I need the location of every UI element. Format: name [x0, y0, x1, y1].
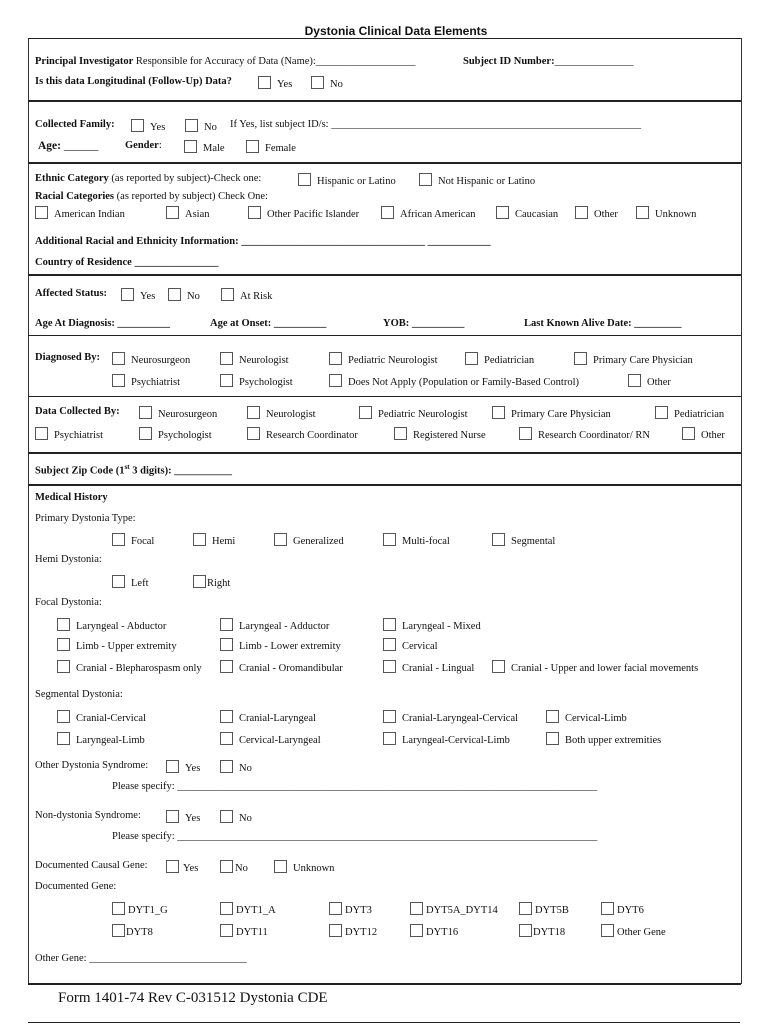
collected-by-option[interactable]: Registered Nurse: [394, 427, 486, 441]
checkbox[interactable]: [166, 206, 179, 219]
checkbox[interactable]: [383, 660, 396, 673]
collected-by-option[interactable]: Primary Care Physician: [492, 406, 611, 420]
other-syndrome-yes[interactable]: Yes: [166, 760, 200, 774]
longitudinal-no[interactable]: [311, 76, 343, 90]
focal-option[interactable]: Cranial - Blepharospasm only: [57, 660, 202, 674]
option-label: No: [330, 79, 343, 90]
collected-by-option[interactable]: Other: [682, 427, 725, 441]
hemi-option[interactable]: Left: [112, 575, 149, 589]
race-option[interactable]: African American: [381, 206, 476, 220]
other-syndrome-specify-field[interactable]: Please specify: ________________________________________________________________________________: [112, 781, 598, 792]
gender-male[interactable]: Male: [184, 140, 225, 154]
checkbox[interactable]: [193, 533, 206, 546]
checkbox[interactable]: [496, 206, 509, 219]
checkbox[interactable]: [112, 924, 125, 937]
checkbox[interactable]: [329, 374, 342, 387]
checkbox[interactable]: [220, 924, 233, 937]
option-label: Yes: [277, 79, 293, 90]
age-at-onset-field[interactable]: Age at Onset: __________: [210, 318, 327, 329]
primary-type-option[interactable]: Focal: [112, 533, 154, 547]
ethnic-row: Ethnic Category (as reported by subject)-Check one:: [35, 173, 262, 184]
checkbox[interactable]: [655, 406, 668, 419]
segmental-option[interactable]: Cranial-Cervical: [57, 710, 146, 724]
divider: [28, 396, 741, 397]
checkbox[interactable]: [166, 760, 179, 773]
affected-no[interactable]: No: [168, 288, 200, 302]
racial-row: Racial Categories (as reported by subject) Check One:: [35, 191, 268, 202]
diagnosed-by-label: Diagnosed By:: [35, 352, 101, 363]
checkbox[interactable]: [57, 618, 70, 631]
focal-option[interactable]: Cranial - Upper and lower facial movements: [492, 660, 698, 674]
checkbox[interactable]: [465, 352, 478, 365]
divider: [28, 38, 741, 39]
primary-type-label: Primary Dystonia Type:: [35, 513, 136, 524]
diagnosed-option[interactable]: Neurologist: [220, 352, 289, 366]
checkbox[interactable]: [221, 288, 234, 301]
primary-type-option[interactable]: Multi-focal: [383, 533, 450, 547]
checkbox[interactable]: [383, 533, 396, 546]
primary-type-option[interactable]: Segmental: [492, 533, 555, 547]
checkbox[interactable]: [519, 924, 532, 937]
longitudinal-label: Is this data Longitudinal (Follow-Up) Data?: [35, 76, 232, 87]
checkbox[interactable]: [601, 924, 614, 937]
focal-label: Focal Dystonia:: [35, 597, 102, 608]
checkbox[interactable]: [112, 533, 125, 546]
checkbox[interactable]: [258, 76, 271, 89]
gene-option[interactable]: DYT8: [112, 924, 153, 938]
race-option[interactable]: Other: [575, 206, 618, 220]
diagnosed-option[interactable]: Psychiatrist: [112, 374, 180, 388]
primary-type-option[interactable]: Hemi: [193, 533, 235, 547]
diagnosed-option[interactable]: Pediatric Neurologist: [329, 352, 438, 366]
subject-id-row: [463, 56, 633, 67]
segmental-option[interactable]: Cervical-Laryngeal: [220, 732, 321, 746]
non-dystonia-label: Non-dystonia Syndrome:: [35, 810, 141, 821]
age-row: Age: ______: [38, 140, 99, 152]
non-dystonia-yes[interactable]: Yes: [166, 810, 200, 824]
footer-divider: [28, 1022, 740, 1023]
causal-gene-label: Documented Causal Gene:: [35, 860, 148, 871]
zip-code-field[interactable]: Subject Zip Code (1st 3 digits): ___________: [35, 463, 232, 477]
checkbox[interactable]: [57, 660, 70, 673]
race-option[interactable]: Other Pacific Islander: [248, 206, 359, 220]
gender-female[interactable]: Female: [246, 140, 296, 154]
diagnosed-option[interactable]: Psychologist: [220, 374, 293, 388]
affected-at-risk[interactable]: At Risk: [221, 288, 272, 302]
ethnic-hispanic[interactable]: Hispanic or Latino: [298, 173, 396, 187]
checkbox[interactable]: [247, 427, 260, 440]
checkbox[interactable]: [519, 427, 532, 440]
collected-by-option[interactable]: Pediatric Neurologist: [359, 406, 468, 420]
checkbox[interactable]: [274, 533, 287, 546]
segmental-option[interactable]: Cervical-Limb: [546, 710, 627, 724]
gene-option[interactable]: Other Gene: [601, 924, 666, 938]
checkbox[interactable]: [298, 173, 311, 186]
checkbox[interactable]: [329, 902, 342, 915]
checkbox[interactable]: [220, 860, 233, 873]
longitudinal-yes[interactable]: [258, 76, 292, 90]
segmental-option[interactable]: Cranial-Laryngeal-Cervical: [383, 710, 518, 724]
checkbox[interactable]: [185, 119, 198, 132]
checkbox[interactable]: [220, 660, 233, 673]
causal-gene-unknown[interactable]: Unknown: [274, 860, 334, 874]
checkbox[interactable]: [274, 860, 287, 873]
checkbox[interactable]: [168, 288, 181, 301]
checkbox[interactable]: [112, 374, 125, 387]
checkbox[interactable]: [220, 710, 233, 723]
checkbox[interactable]: [247, 406, 260, 419]
country-of-residence-field[interactable]: Country of Residence ________________: [35, 257, 219, 268]
age-field[interactable]: ______: [63, 140, 99, 152]
checkbox[interactable]: [682, 427, 695, 440]
divider: [28, 162, 741, 164]
primary-type-option[interactable]: Generalized: [274, 533, 344, 547]
checkbox[interactable]: [381, 206, 394, 219]
checkbox[interactable]: [546, 732, 559, 745]
checkbox[interactable]: [166, 810, 179, 823]
diagnosed-option[interactable]: Primary Care Physician: [574, 352, 693, 366]
focal-option[interactable]: Cervical: [383, 638, 438, 652]
checkbox[interactable]: [35, 206, 48, 219]
collected-by-label: Data Collected By:: [35, 406, 120, 417]
age-at-diagnosis-field[interactable]: Age At Diagnosis: __________: [35, 318, 171, 329]
checkbox[interactable]: [410, 902, 423, 915]
gene-option[interactable]: DYT1_G: [112, 902, 168, 916]
last-known-alive-field[interactable]: Last Known Alive Date: _________: [524, 318, 682, 329]
family-subject-ids-field[interactable]: If Yes, list subject ID/s: ___________________________________________________________: [230, 119, 641, 130]
checkbox[interactable]: [575, 206, 588, 219]
non-dystonia-no[interactable]: No: [220, 810, 252, 824]
checkbox[interactable]: [57, 638, 70, 651]
checkbox[interactable]: [394, 427, 407, 440]
divider: [28, 983, 741, 985]
checkbox[interactable]: [492, 406, 505, 419]
checkbox[interactable]: [492, 533, 505, 546]
gene-option[interactable]: DYT16: [410, 924, 458, 938]
focal-option[interactable]: Limb - Upper extremity: [57, 638, 177, 652]
checkbox[interactable]: [57, 710, 70, 723]
affected-yes[interactable]: Yes: [121, 288, 155, 302]
segmental-label: Segmental Dystonia:: [35, 689, 123, 700]
gender-label: Gender:: [125, 140, 162, 151]
checkbox[interactable]: [112, 902, 125, 915]
pi-name-field[interactable]: Responsible for Accuracy of Data (Name):___________________: [135, 56, 416, 67]
checkbox[interactable]: [383, 638, 396, 651]
diagnosed-option[interactable]: Pediatrician: [465, 352, 534, 366]
checkbox[interactable]: [329, 924, 342, 937]
checkbox[interactable]: [248, 206, 261, 219]
medical-history-heading: Medical History: [35, 492, 108, 503]
checkbox[interactable]: [220, 902, 233, 915]
pi-label: Principal Investigator: [35, 56, 134, 67]
race-option[interactable]: Asian: [166, 206, 210, 220]
other-syndrome-label: Other Dystonia Syndrome:: [35, 760, 149, 771]
checkbox[interactable]: [220, 638, 233, 651]
gene-option[interactable]: DYT6: [601, 902, 644, 916]
diagnosed-option[interactable]: Other: [628, 374, 671, 388]
checkbox[interactable]: [112, 352, 125, 365]
race-option[interactable]: Caucasian: [496, 206, 558, 220]
checkbox[interactable]: [311, 76, 324, 89]
checkbox[interactable]: [166, 860, 179, 873]
focal-option[interactable]: Laryngeal - Adductor: [220, 618, 329, 632]
checkbox[interactable]: [35, 427, 48, 440]
form-footer: Form 1401-74 Rev C-031512 Dystonia CDE: [58, 990, 328, 1006]
checkbox[interactable]: [546, 710, 559, 723]
divider: [28, 452, 741, 454]
gene-option[interactable]: DYT3: [329, 902, 372, 916]
collected-by-option[interactable]: Neurosurgeon: [139, 406, 217, 420]
checkbox[interactable]: [112, 575, 125, 588]
checkbox[interactable]: [193, 575, 206, 588]
divider: [28, 335, 741, 336]
focal-option[interactable]: Laryngeal - Mixed: [383, 618, 481, 632]
form-title: Dystonia Clinical Data Elements: [304, 24, 488, 38]
checkbox[interactable]: [410, 924, 423, 937]
collected-by-option[interactable]: Research Coordinator/ RN: [519, 427, 650, 441]
collected-by-option[interactable]: Neurologist: [247, 406, 316, 420]
yob-field[interactable]: YOB: __________: [383, 318, 465, 329]
collected-family-no[interactable]: No: [185, 119, 217, 133]
collected-by-option[interactable]: Psychiatrist: [35, 427, 103, 441]
additional-ethnicity-field[interactable]: Additional Racial and Ethnicity Information: ___________________________________ ____________: [35, 236, 491, 247]
collected-by-option[interactable]: Research Coordinator: [247, 427, 358, 441]
checkbox[interactable]: [383, 732, 396, 745]
checkbox[interactable]: [359, 406, 372, 419]
gene-option[interactable]: DYT18: [519, 924, 565, 938]
checkbox[interactable]: [57, 732, 70, 745]
checkbox[interactable]: [519, 902, 532, 915]
checkbox[interactable]: [139, 427, 152, 440]
causal-gene-yes[interactable]: Yes: [166, 860, 198, 874]
gene-option[interactable]: DYT11: [220, 924, 268, 938]
focal-option[interactable]: Cranial - Oromandibular: [220, 660, 343, 674]
checkbox[interactable]: [329, 352, 342, 365]
diagnosed-option[interactable]: Neurosurgeon: [112, 352, 190, 366]
segmental-option[interactable]: Laryngeal-Limb: [57, 732, 145, 746]
non-dystonia-specify-field[interactable]: Please specify: ________________________________________________________________________________: [112, 831, 598, 842]
gene-option[interactable]: DYT5B: [519, 902, 569, 916]
race-option[interactable]: Unknown: [636, 206, 696, 220]
ethnic-not-hispanic[interactable]: Not Hispanic or Latino: [419, 173, 535, 187]
checkbox[interactable]: [184, 140, 197, 153]
causal-gene-no[interactable]: No: [220, 860, 248, 874]
hemi-label: Hemi Dystonia:: [35, 554, 102, 565]
divider: [28, 100, 741, 102]
checkbox[interactable]: [220, 760, 233, 773]
focal-option[interactable]: Limb - Lower extremity: [220, 638, 341, 652]
longitudinal-row: [35, 76, 232, 87]
checkbox[interactable]: [628, 374, 641, 387]
collected-by-option[interactable]: Psychologist: [139, 427, 212, 441]
other-gene-field[interactable]: Other Gene: ______________________________: [35, 953, 247, 964]
checkbox[interactable]: [220, 352, 233, 365]
gene-option[interactable]: DYT5A_DYT14: [410, 902, 498, 916]
divider: [28, 274, 741, 276]
checkbox[interactable]: [383, 710, 396, 723]
race-option[interactable]: American Indian: [35, 206, 125, 220]
collected-by-option[interactable]: Pediatrician: [655, 406, 724, 420]
segmental-option[interactable]: Laryngeal-Cervical-Limb: [383, 732, 510, 746]
checkbox[interactable]: [220, 374, 233, 387]
checkbox[interactable]: [419, 173, 432, 186]
divider: [28, 484, 741, 486]
collected-family-yes[interactable]: Yes: [131, 119, 165, 133]
checkbox[interactable]: [246, 140, 259, 153]
diagnosed-option[interactable]: Does Not Apply (Population or Family-Based Control): [329, 374, 579, 388]
checkbox[interactable]: [601, 902, 614, 915]
subject-id-field[interactable]: _______________: [554, 56, 634, 67]
checkbox[interactable]: [220, 732, 233, 745]
focal-option[interactable]: Laryngeal - Abductor: [57, 618, 166, 632]
checkbox[interactable]: [131, 119, 144, 132]
pi-row: [35, 56, 416, 67]
gene-option[interactable]: DYT12: [329, 924, 377, 938]
subject-id-label: Subject ID Number:: [463, 56, 555, 67]
checkbox[interactable]: [383, 618, 396, 631]
segmental-option[interactable]: Both upper extremities: [546, 732, 661, 746]
other-syndrome-no[interactable]: No: [220, 760, 252, 774]
gene-option[interactable]: DYT1_A: [220, 902, 276, 916]
collected-family-label: Collected Family:: [35, 119, 115, 130]
checkbox[interactable]: [220, 810, 233, 823]
checkbox[interactable]: [220, 618, 233, 631]
affected-status-label: Affected Status:: [35, 288, 108, 299]
documented-gene-label: Documented Gene:: [35, 881, 117, 892]
checkbox[interactable]: [636, 206, 649, 219]
focal-option[interactable]: Cranial - Lingual: [383, 660, 474, 674]
checkbox[interactable]: [574, 352, 587, 365]
checkbox[interactable]: [121, 288, 134, 301]
hemi-option[interactable]: Right: [193, 575, 230, 589]
checkbox[interactable]: [492, 660, 505, 673]
segmental-option[interactable]: Cranial-Laryngeal: [220, 710, 316, 724]
checkbox[interactable]: [139, 406, 152, 419]
